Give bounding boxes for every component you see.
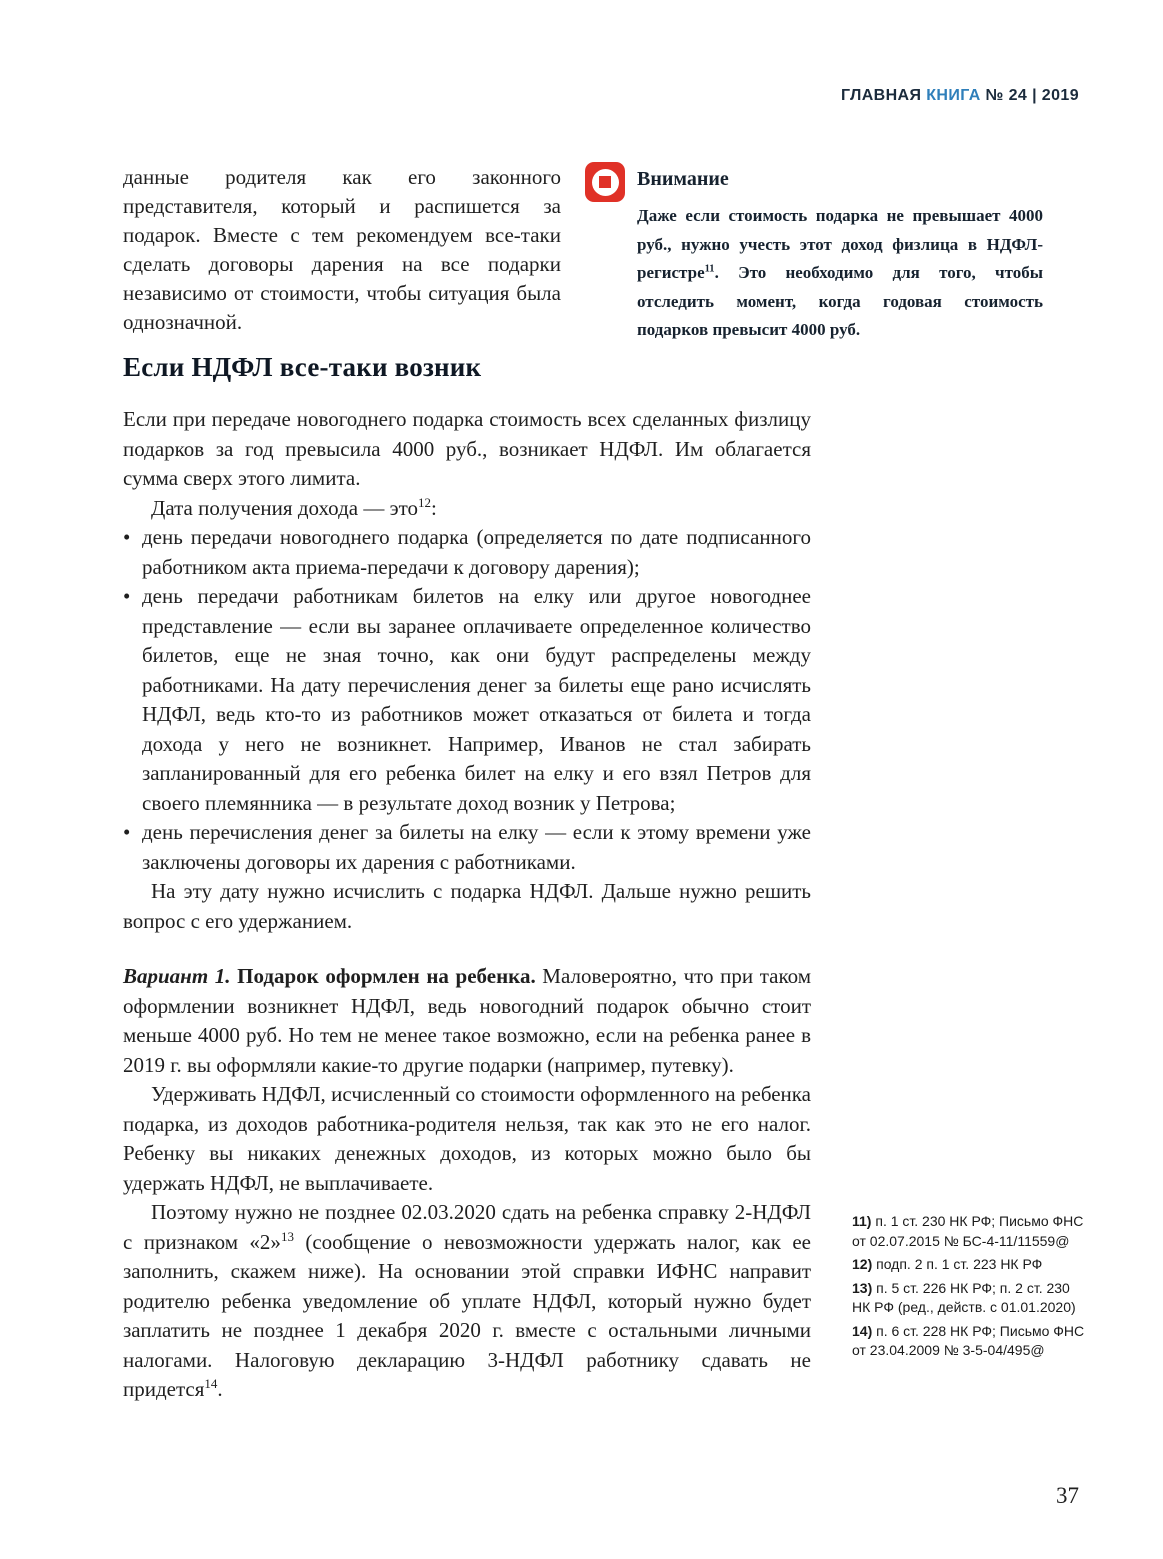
footnote-text: п. 6 ст. 228 НК РФ; Письмо ФНС от 23.04.2009 № 3-5-04/495@ [852,1322,1085,1358]
paragraph-2ndfl-part3: . [217,1377,223,1401]
variant1-label: Вариант 1. [123,964,238,988]
footnote-14 [852,1322,1088,1361]
magazine-title-blue: КНИГА [926,87,981,104]
paragraph-2ndfl-part1: Поэтому нужно не позднее 02.03.2020 сдать на ребенка справку 2-НДФЛ с признаком «2» [123,1200,811,1254]
attention-icon [585,162,625,202]
footnote-text: п. 1 ст. 230 НК РФ; Письмо ФНС от 02.07.2015 № БС-4-11/11559@ [852,1213,1084,1249]
footnotes-sidebar [852,1212,1088,1365]
list-item-text: день перечисления денег за билеты на елку — если к этому времени уже заключены договоры их дарения с работниками. [142,820,811,874]
magazine-title-dark: ГЛАВНАЯ [841,87,927,104]
bullet-list [123,523,811,877]
page-header [841,87,1079,105]
footnote-text: подп. 2 п. 1 ст. 223 НК РФ [872,1256,1043,1272]
footnote-ref-11: 11 [704,263,715,275]
list-item-text: день передачи новогоднего подарка (определяется по дате подписанного работником акта приема-передачи к договору дарения); [142,525,811,579]
issue-number: № 24 | 2019 [980,87,1079,104]
section-heading: Если НДФЛ все-таки возник [123,352,482,382]
attention-box [585,160,1043,345]
footnote-ref-13: 13 [280,1228,294,1244]
paragraph-ndfl-intro: Если при передаче новогоднего подарка стоимость всех сделанных физлицу подарков за год превысила 4000 руб., возникает НДФЛ. Им облагается сумма сверх этого лимита. [123,407,811,490]
attention-text-start: Даже если стоимость подарка не превышает 4000 руб., нужно учесть этот доход физлица в НДФЛ-регистре [637,206,1043,282]
footnote-ref-12: 12 [418,494,432,510]
list-item-text: день передачи работникам билетов на елку или другое новогоднее представление — если вы заранее оплачиваете определенное количество билетов, еще не зная точно, как они будут распределены между работниками. На дату перечисления денег за билеты еще рано исчислять НДФЛ, ведь кто-то из работников может отказаться от билета и тогда дохода у него не возникнет. Например, Иванов не стал забирать запланированный для его ребенка билет на елку и его взял Петров для своего племянника — в результате доход возник у Петрова; [142,584,811,815]
variant1-paragraph [123,962,811,1080]
bullet-icon: • [123,525,131,549]
attention-text-end: . Это необходимо для того, чтобы отследить момент, когда годовая стоимость подарков превысит 4000 руб. [637,263,1043,339]
variant1-bold-lead: Подарок оформлен на ребенка. [237,964,543,988]
footnote-text: п. 5 ст. 226 НК РФ; п. 2 ст. 230 НК РФ (ред., действ. с 01.01.2020) [852,1279,1076,1315]
attention-icon-core [599,176,611,188]
page-number: 37 [1056,1483,1079,1508]
intro-paragraph: данные родителя как его законного представителя, который и распишется за подарок. Вместе с тем рекомендуем все-таки сделать договоры дарения на все подарки независимо от стоимости, чтобы ситуация была однозначной. [123,165,561,334]
paragraph-2ndfl-part2: (сообщение о невозможности удержать налог, как ее заполнить, скажем ниже). На основании этой справки ИФНС направит родителю ребенка уведомление об уплате НДФЛ, который нужно будет заплатить не позднее 1 декабря 2020 г. вместе с остальными личными налогами. Налоговую декларацию 3-НДФЛ работнику сдавать не придется [123,1229,811,1401]
footnote-12 [852,1255,1088,1275]
attention-icon-ring [592,169,619,196]
income-date-text: Дата получения дохода — это [151,495,418,520]
income-date-colon: : [431,495,437,520]
paragraph-2ndfl [123,1198,811,1405]
footnote-number: 11) [852,1213,872,1229]
paragraph-income-date [123,494,811,524]
attention-title: Внимание [637,168,729,190]
paragraph-conclusion: На эту дату нужно исчислить с подарка НДФЛ. Дальше нужно решить вопрос с его удержанием. [123,879,811,933]
list-item [123,582,811,818]
list-item [123,818,811,877]
list-item [123,523,811,582]
footnote-number: 14) [852,1322,873,1339]
footnote-ref-14: 14 [204,1376,218,1391]
bullet-icon: • [123,820,131,844]
main-column [123,352,811,1405]
attention-text [637,202,1043,345]
paragraph-withhold: Удерживать НДФЛ, исчисленный со стоимости оформленного на ребенка подарка, из доходов работника-родителя нельзя, так как это не его налог. Ребенку вы никаких денежных доходов, из которых можно было бы удержать НДФЛ, не выплачиваете. [123,1082,811,1195]
footnote-number: 13) [852,1279,873,1296]
footnote-number: 12) [852,1256,873,1272]
bullet-icon: • [123,584,131,608]
footnote-13 [852,1279,1088,1318]
footnote-11 [852,1212,1088,1251]
variant1-text: Маловероятно, что при таком оформлении возникнет НДФЛ, ведь новогодний подарок обычно стоит меньше 4000 руб. Но тем не менее такое возможно, если на ребенка ранее в 2019 г. вы оформляли какие-то другие подарки (например, путевку). [123,964,811,1077]
